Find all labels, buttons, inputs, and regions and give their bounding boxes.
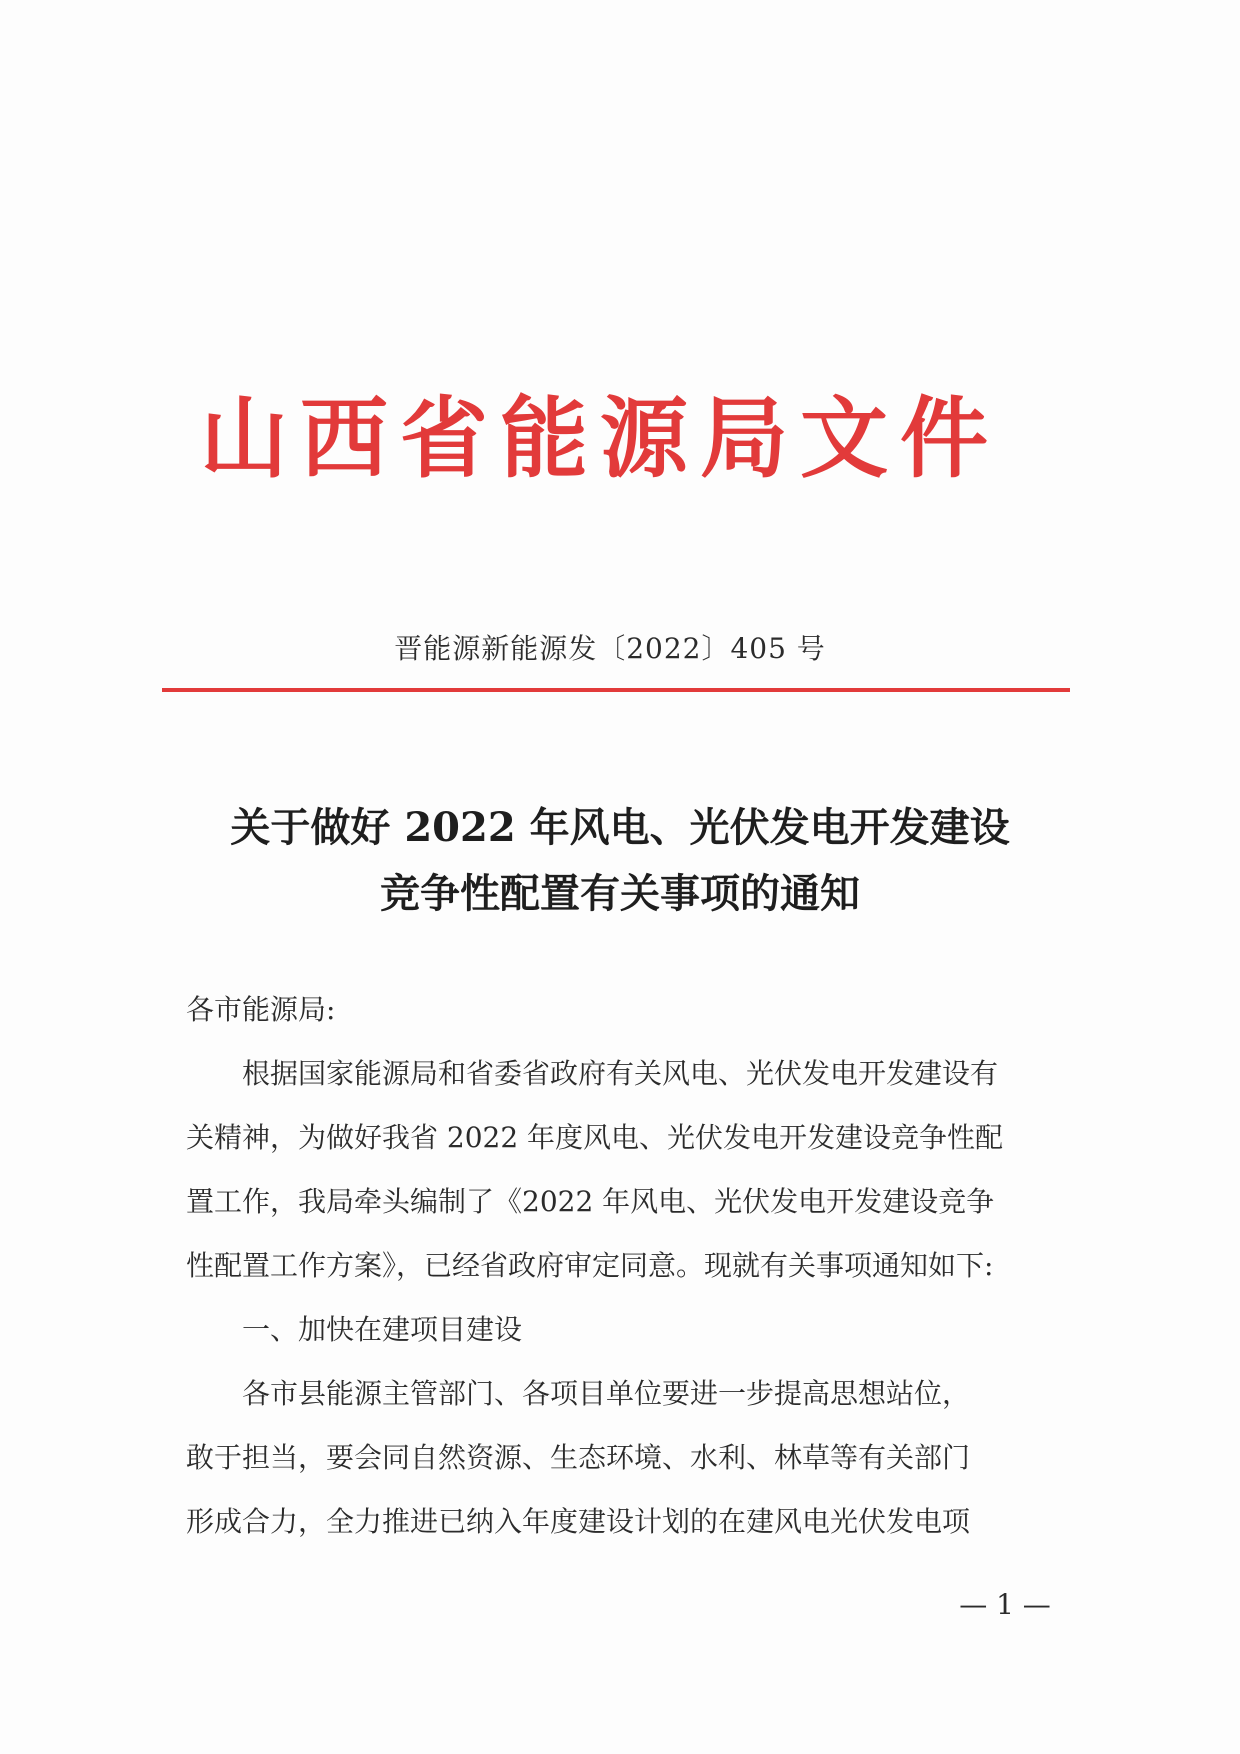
- document-body: [186, 978, 1056, 1554]
- paragraph-line: 关精神，为做好我省 2022 年度风电、光伏发电开发建设竞争性配: [186, 1121, 1004, 1154]
- notice-title-line: 关于做好 2022 年风电、光伏发电开发建设: [230, 804, 1010, 851]
- issuer-header-title: 山西省能源局文件: [199, 387, 1000, 490]
- red-divider-rule: [162, 688, 1070, 692]
- page-number: — 1 —: [959, 1588, 1051, 1621]
- paragraph-line: 敢于担当，要会同自然资源、生态环境、水利、林草等有关部门: [186, 1441, 971, 1474]
- document-number: 晋能源新能源发〔2022〕405 号: [394, 632, 826, 665]
- section-heading: 一、加快在建项目建设: [242, 1313, 523, 1346]
- paragraph-line: 根据国家能源局和省委省政府有关风电、光伏发电开发建设有: [242, 1057, 999, 1090]
- paragraph-line: 性配置工作方案》，已经省政府审定同意。现就有关事项通知如下:: [186, 1249, 994, 1282]
- notice-title-line: 竞争性配置有关事项的通知: [380, 870, 860, 917]
- paragraph-line: 置工作，我局牵头编制了《2022 年风电、光伏发电开发建设竞争: [186, 1185, 995, 1218]
- paragraph-line: 形成合力，全力推进已纳入年度建设计划的在建风电光伏发电项: [186, 1505, 971, 1538]
- paragraph-line: 各市县能源主管部门、各项目单位要进一步提高思想站位，: [242, 1377, 971, 1410]
- salutation: 各市能源局:: [186, 993, 336, 1026]
- notice-title: [120, 795, 1120, 927]
